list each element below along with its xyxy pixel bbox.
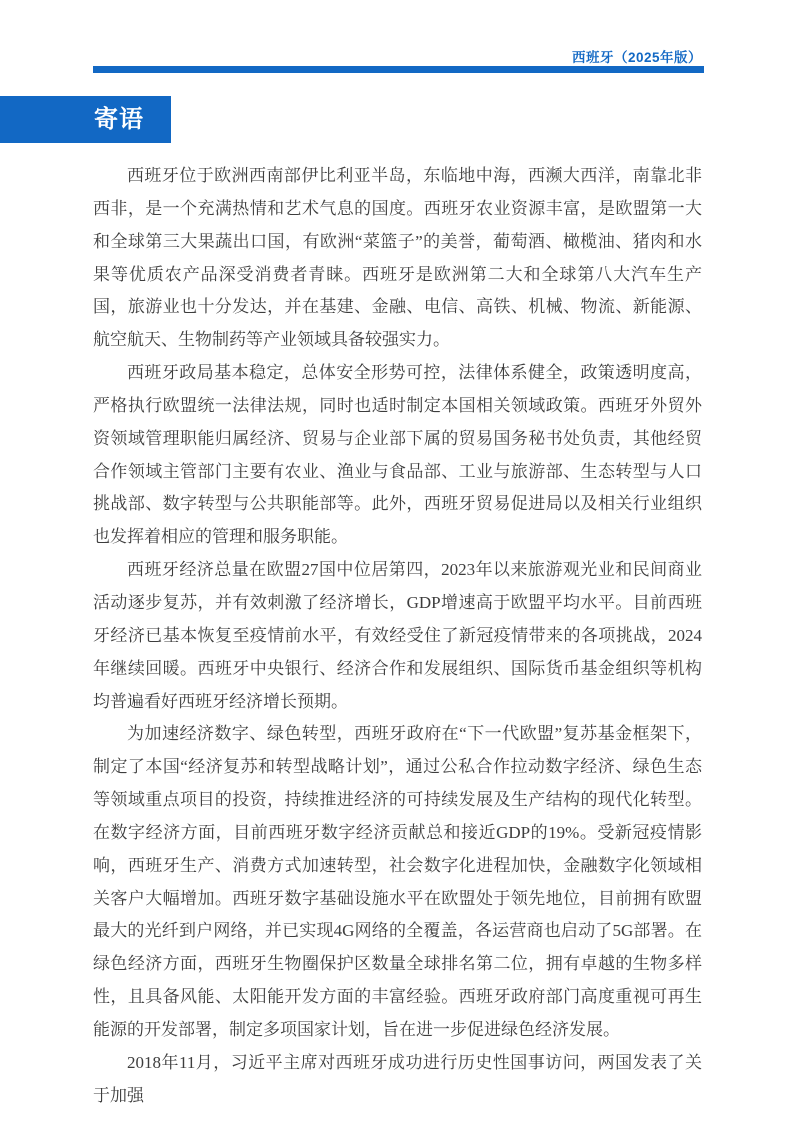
section-title: 寄语 (94, 106, 144, 133)
paragraph-intro: 西班牙位于欧洲西南部伊比利亚半岛，东临地中海，西濒大西洋，南靠北非西非，是一个充满热情和艺术气息的国度。西班牙农业资源丰富，是欧盟第一大和全球第三大果蔬出口国，有欧洲“菜篮子”的美誉，葡萄酒、橄榄油、猪肉和水果等优质农产品深受消费者青睐。西班牙是欧洲第二大和全球第八大汽车生产国，旅游业也十分发达，并在基建、金融、电信、高铁、机械、物流、新能源、航空航天、生物制药等产业领域具备较强实力。 (93, 166, 702, 350)
paragraph-politics: 西班牙政局基本稳定，总体安全形势可控，法律体系健全，政策透明度高，严格执行欧盟统一法律法规，同时也适时制定本国相关领域政策。西班牙外贸外资领域管理职能归属经济、贸易与企业部下属的贸易国务秘书处负责，其他经贸合作领域主管部门主要有农业、渔业与食品部、工业与旅游部、生态转型与人口挑战部、数字转型与公共职能部等。此外，西班牙贸易促进局以及相关行业组织也发挥着相应的管理和服务职能。 (93, 363, 702, 547)
header-rule (93, 66, 704, 73)
paragraph-economy: 西班牙经济总量在欧盟27国中位居第四，2023年以来旅游观光业和民间商业活动逐步复苏，并有效刺激了经济增长，GDP增速高于欧盟平均水平。目前西班牙经济已基本恢复至疫情前水平，有效经受住了新冠疫情带来的各项挑战，2024年继续回暖。西班牙中央银行、经济合作和发展组织、国际货币基金组织等机构均普遍看好西班牙经济增长预期。 (93, 560, 702, 711)
section-title-box (0, 96, 171, 143)
paragraph-digital-green: 为加速经济数字、绿色转型，西班牙政府在“下一代欧盟”复苏基金框架下，制定了本国“经济复苏和转型战略计划”，通过公私合作拉动数字经济、绿色生态等领域重点项目的投资，持续推进经济的可持续发展及生产结构的现代化转型。在数字经济方面，目前西班牙数字经济贡献总和接近GDP的19%。受新冠疫情影响，西班牙生产、消费方式加速转型，社会数字化进程加快，金融数字化领域相关客户大幅增加。西班牙数字基础设施水平在欧盟处于领先地位，目前拥有欧盟最大的光纤到户网络，并已实现4G网络的全覆盖，各运营商也启动了5G部署。在绿色经济方面，西班牙生物圈保护区数量全球排名第二位，拥有卓越的生物多样性，且具备风能、太阳能开发方面的丰富经验。西班牙政府部门高度重视可再生能源的开发部署，制定多项国家计划，旨在进一步促进绿色经济发展。 (93, 724, 702, 1039)
document-body (93, 160, 702, 1112)
edition-label: 西班牙（2025年版） (571, 50, 702, 65)
paragraph-state-visit: 2018年11月，习近平主席对西班牙成功进行历史性国事访问，两国发表了关于加强 (93, 1052, 702, 1105)
